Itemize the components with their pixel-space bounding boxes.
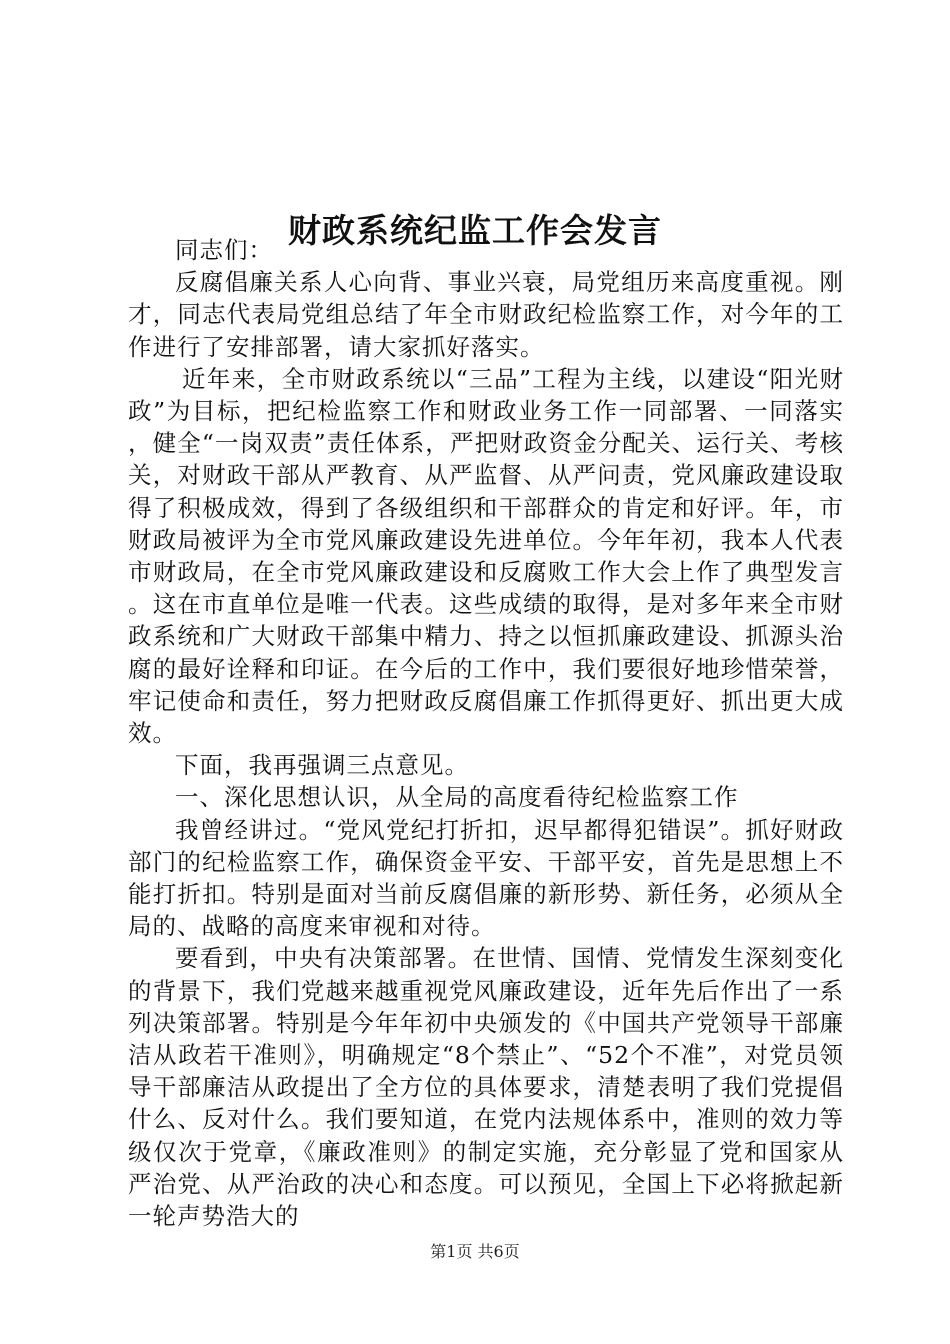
paragraph: 要看到，中央有决策部署。在世情、国情、党情发生深刻变化的背景下，我们党越来越重视党风廉政建设，近年先后作出了一系列决策部署。特别是今年年初中央颁发的《中国共产党领导干部廉洁从政若干准则》，明确规定“8个禁止”、“52个不准”，对党员领导干部廉洁从政提出了全方位的具体要求，清楚表明了我们党提倡什么、反对什么。我们要知道，在党内法规体系中，准则的效力等级仅次于党章，《廉政准则》的制定实施，充分彰显了党和国家从严治党、从严治政的决心和态度。可以预见，全国上下必将掀起新一轮声势浩大的 <box>128 944 844 1231</box>
document-title: 财政系统纪监工作会发言 <box>288 211 662 251</box>
document-body <box>128 234 844 1232</box>
section-heading: 一、深化思想认识，从全局的高度看待纪检监察工作 <box>175 783 739 812</box>
paragraph: 下面，我再强调三点意见。 <box>175 751 469 780</box>
paragraph: 近年来，全市财政系统以“三品”工程为主线，以建设“阳光财政”为目标，把纪检监察工作和财政业务工作一同部署、一同落实，健全“一岗双责”责任体系，严把财政资金分配关、运行关、考核关，对财政干部从严教育、从严监督、从严问责，党风廉政建设取得了积极成效，得到了各级组织和干部群众的肯定和好评。年，市财政局被评为全市党风廉政建设先进单位。今年年初，我本人代表市财政局，在全市党风廉政建设和反腐败工作大会上作了典型发言。这在市直单位是唯一代表。这些成绩的取得，是对多年来全市财政系统和广大财政干部集中精力、持之以恒抓廉政建设、抓源头治腐的最好诠释和印证。在今后的工作中，我们要很好地珍惜荣誉，牢记使命和责任，努力把财政反腐倡廉工作抓得更好、抓出更大成效。 <box>128 364 844 748</box>
page-number: 第1页 共6页 <box>430 1242 520 1261</box>
paragraph-salutation: 同志们： <box>175 236 273 264</box>
paragraph: 我曾经讲过。“党风党纪打折扣，迟早都得犯错误”。抓好财政部门的纪检监察工作，确保资金平安、干部平安，首先是思想上不能打折扣。特别是面对当前反腐倡廉的新形势、新任务，必须从全局的、战略的高度来审视和对待。 <box>128 815 844 941</box>
paragraph: 反腐倡廉关系人心向背、事业兴衰，局党组历来高度重视。刚才，同志代表局党组总结了年全市财政纪检监察工作，对今年的工作进行了安排部署，请大家抓好落实。 <box>128 268 844 361</box>
